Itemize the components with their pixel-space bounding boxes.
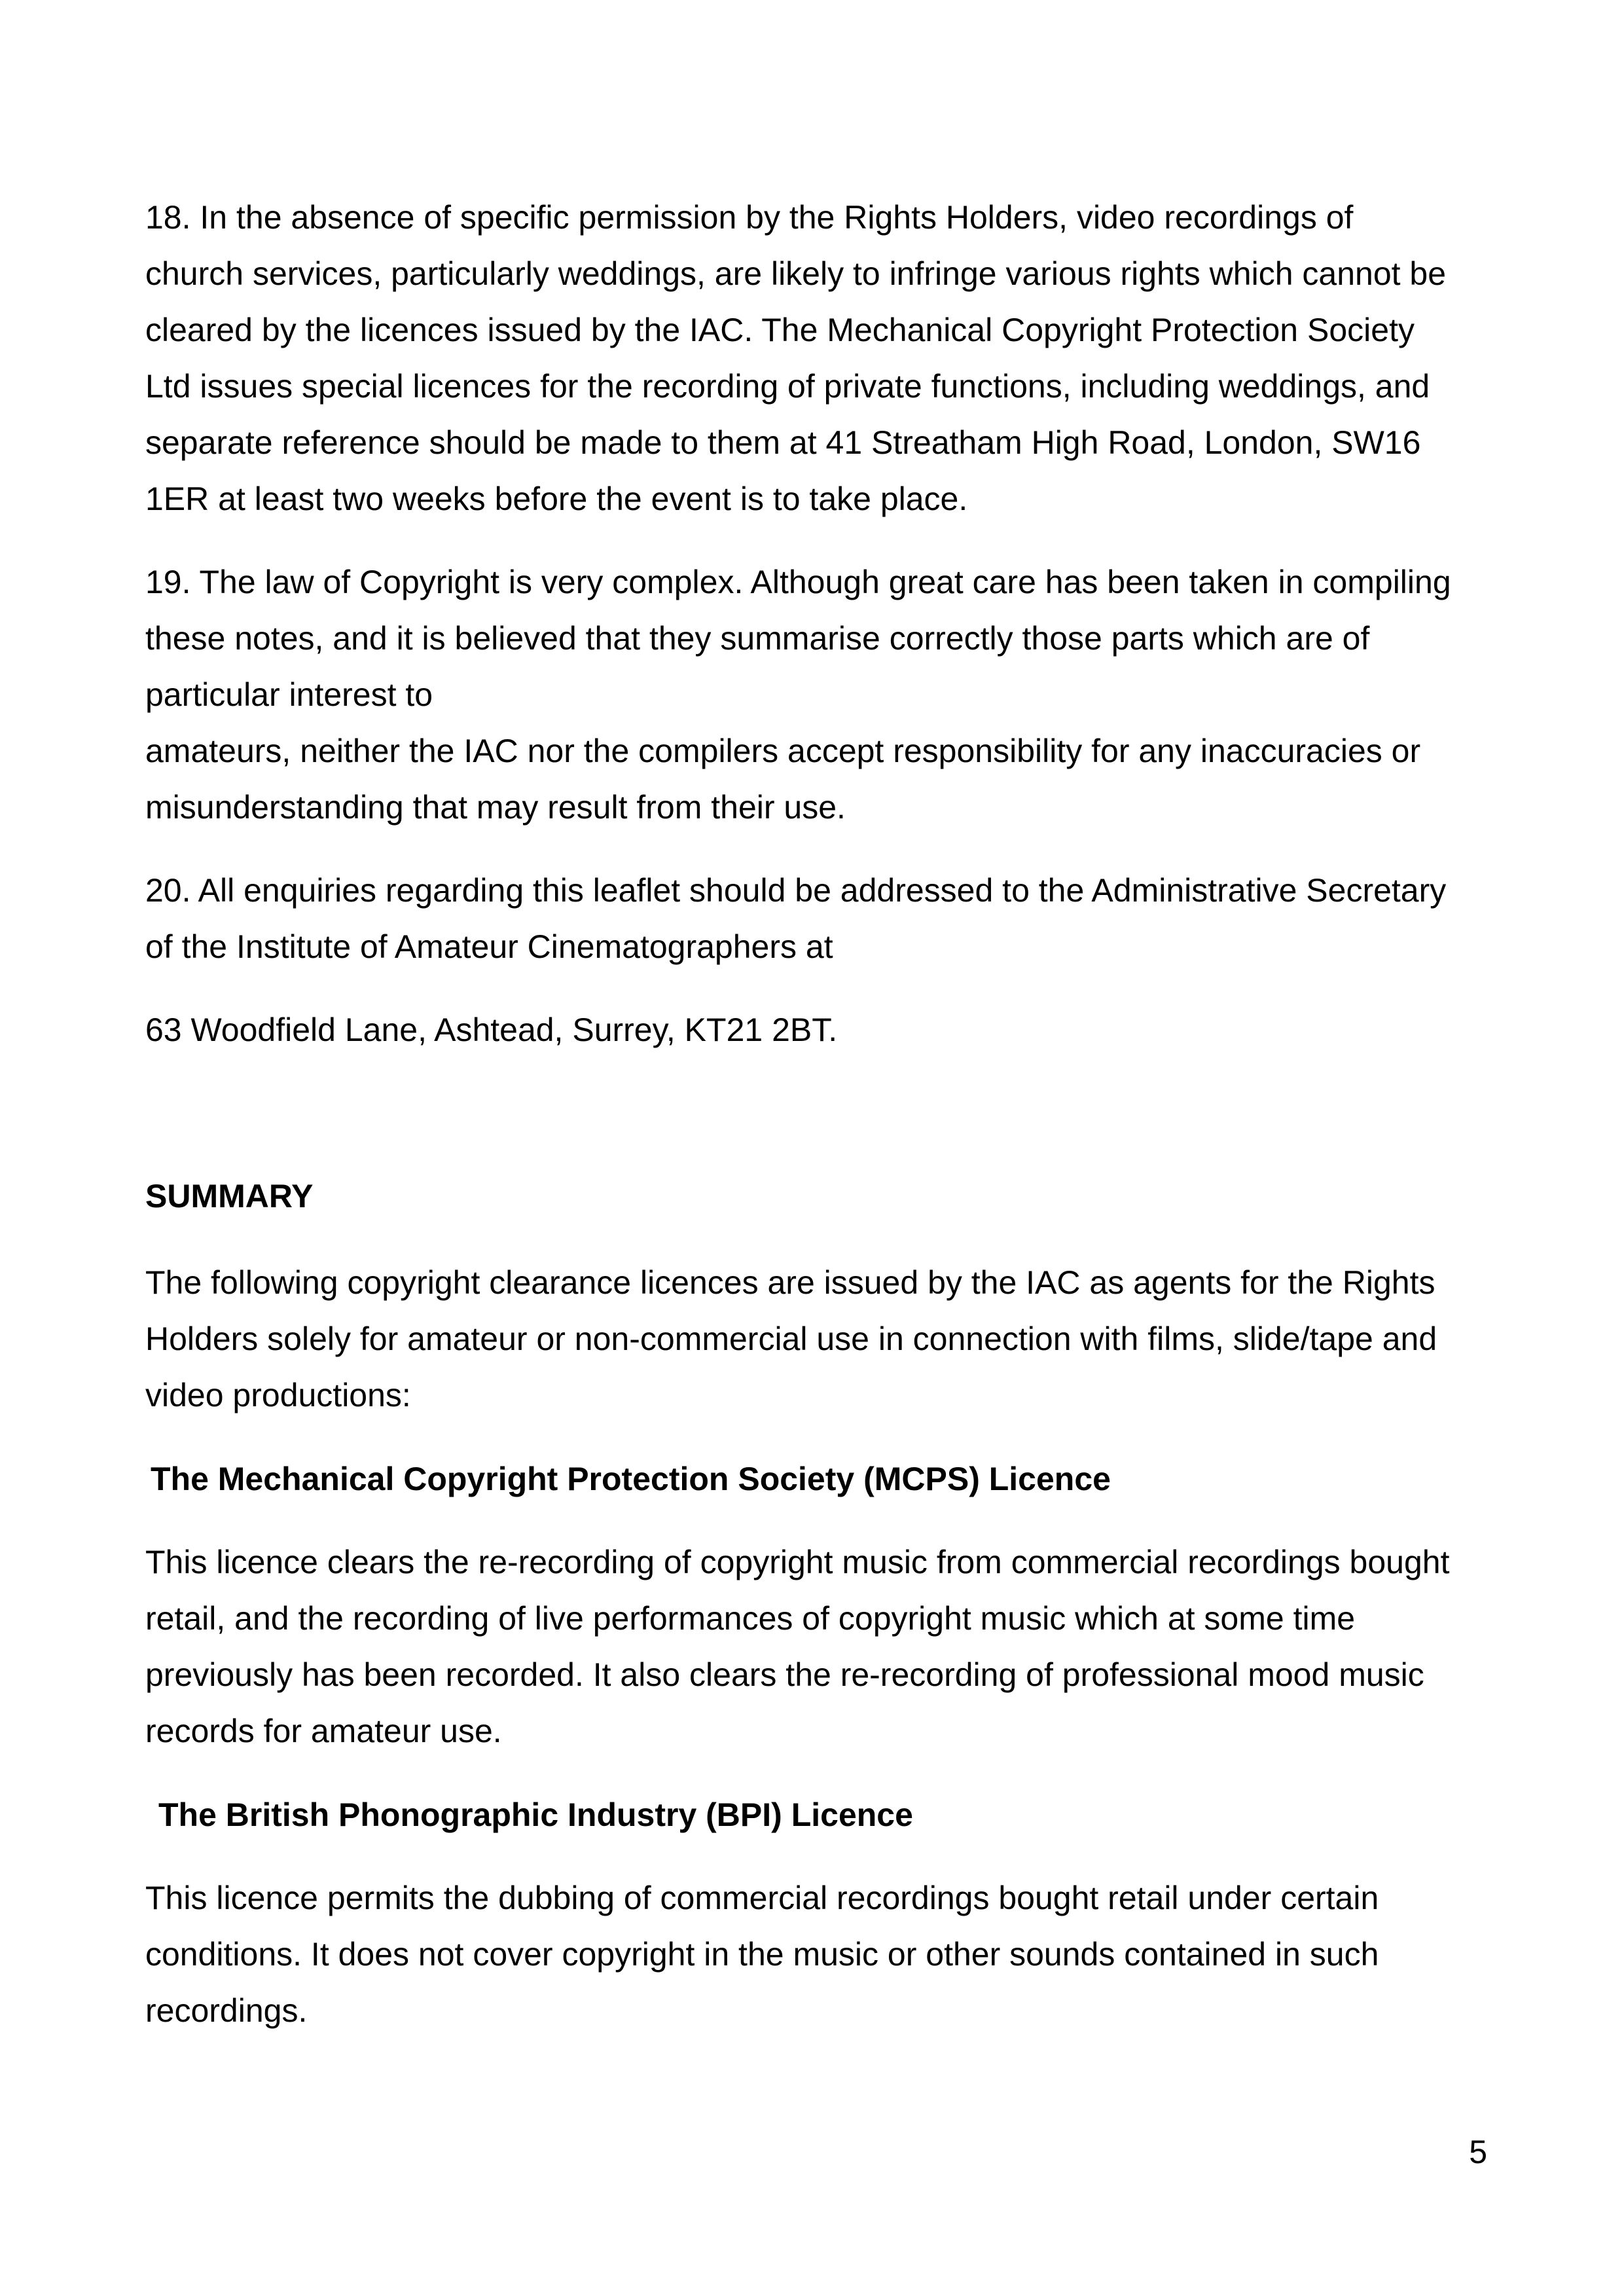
summary-paragraph: The following copyright clearance licences are issued by the IAC as agents for the Rights Holders solely for amateur or non-commercial use in connection with films, slide/tape and video productions: xyxy=(145,1264,1437,1413)
bpi-licence-paragraph: This licence permits the dubbing of commercial recordings bought retail under certain conditions. It does not cover copyright in the music or other sounds contained in such recordings. xyxy=(145,1880,1379,2029)
bpi-licence-heading: The British Phonographic Industry (BPI) Licence xyxy=(158,1796,913,1833)
paragraph-19: 19. The law of Copyright is very complex. Although great care has been taken in compiling these notes, and it is believed that they summarise correctly those parts which are of particular interest to amateurs, neither the IAC nor the compilers accept responsibility for any inaccuracies or misunderstanding that may result from their use. xyxy=(145,564,1451,826)
mcps-licence-heading: The Mechanical Copyright Protection Society (MCPS) Licence xyxy=(151,1461,1111,1497)
document-body xyxy=(145,189,1605,2039)
paragraph-20: 20. All enquiries regarding this leaflet should be addressed to the Administrative Secretary of the Institute of Amateur Cinematographers at xyxy=(145,872,1447,965)
paragraph-18: 18. In the absence of specific permission by the Rights Holders, video recordings of church services, particularly weddings, are likely to infringe various rights which cannot be cleared by the licences issued by the IAC. The Mechanical Copyright Protection Society Ltd issues special licences for the recording of private functions, including weddings, and separate reference should be made to them at 41 Streatham High Road, London, SW16 1ER at least two weeks before the event is to take place. xyxy=(145,199,1447,517)
mcps-licence-paragraph: This licence clears the re-recording of copyright music from commercial recordings bought retail, and the recording of live performances of copyright music which at some time previously has been recorded. It also clears the re-recording of professional mood music records for amateur use. xyxy=(145,1544,1450,1749)
summary-heading: SUMMARY xyxy=(145,1178,314,1214)
address-line: 63 Woodfield Lane, Ashtead, Surrey, KT21 2BT. xyxy=(145,1011,838,1048)
page-number: 5 xyxy=(1469,2134,1487,2170)
